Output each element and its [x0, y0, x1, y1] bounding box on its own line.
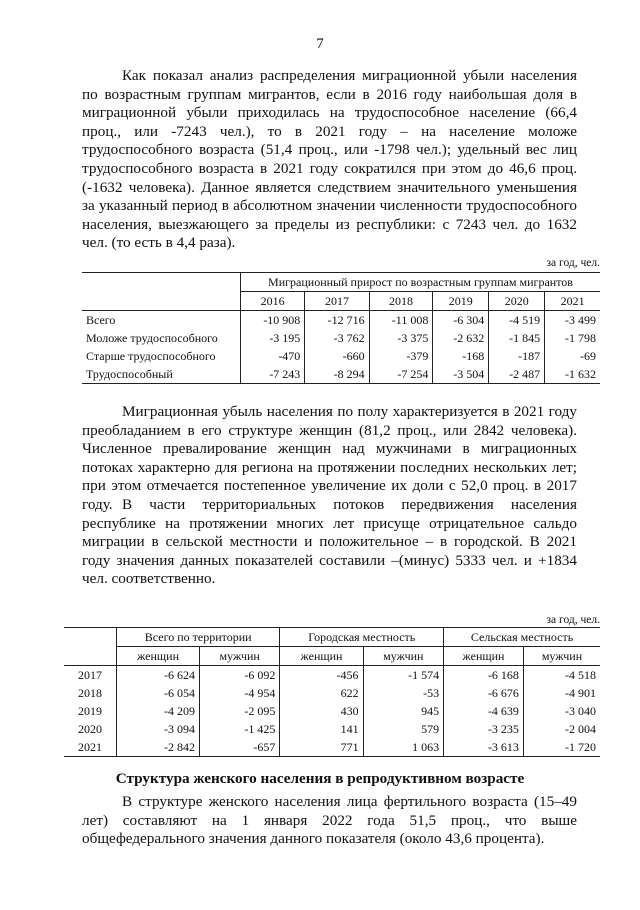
table2-cell: -2 095	[200, 702, 280, 720]
table1-row	[82, 365, 600, 384]
table1-cell: -470	[241, 347, 305, 365]
table2-cell: -6 624	[117, 666, 200, 685]
table2-cell: 430	[280, 702, 363, 720]
table2-row	[64, 702, 600, 720]
table2-subheader: мужчин	[200, 647, 280, 666]
table2-row-year: 2020	[64, 720, 117, 738]
table1-corner-cell	[82, 273, 241, 311]
table2-subheader: женщин	[117, 647, 200, 666]
table2-cell: -6 168	[444, 666, 524, 685]
table2-row-year: 2017	[64, 666, 117, 685]
table2-cell: -1 720	[523, 738, 600, 757]
paragraph-fertile-age: В структуре женского населения лица фертильного возраста (15–49 лет) составляют на 1 января 2022 года 51,5 проц., что выше общефедерального значения данного показателя (около 43,6 процента).	[82, 793, 577, 848]
table1-row-label: Всего	[82, 311, 241, 330]
table1-unit: за год, чел.	[546, 257, 600, 269]
table1-cell: -660	[305, 347, 369, 365]
page-number: 7	[316, 36, 324, 52]
table2-row	[64, 666, 600, 685]
table1-cell: -3 499	[565, 312, 596, 327]
table2-cell: -6 676	[444, 684, 524, 702]
table1-year-header: 2017	[305, 292, 369, 311]
age-group-migration-table	[82, 272, 600, 384]
table1-row	[82, 347, 600, 365]
table2-cell: -6 054	[117, 684, 200, 702]
table2-cell: -4 209	[117, 702, 200, 720]
table1-cell: -11 008	[369, 311, 433, 330]
table1-cell: -3 195	[241, 329, 305, 347]
table2-cell: 141	[280, 720, 363, 738]
table1-cell: -379	[369, 347, 433, 365]
table2-cell: 622	[280, 684, 363, 702]
table2-cell: -4 518	[565, 667, 596, 682]
table2-row	[64, 720, 600, 738]
table1-cell: -187	[489, 347, 545, 365]
table1-year-header: 2021	[545, 292, 600, 311]
table1-row	[82, 329, 600, 347]
table2-cell: -4 639	[444, 702, 524, 720]
table2-subheader: женщин	[444, 647, 524, 666]
table2-cell: -2 004	[565, 721, 596, 736]
table2-cell: -3 235	[444, 720, 524, 738]
table2-subheader-row	[64, 647, 600, 666]
table2-subheader: мужчин	[523, 647, 600, 666]
table2-cell: -3 094	[117, 720, 200, 738]
paragraph-territorial-flows: В части территориальных потоков передвижения населения республике на протяжении многих лет присуще отрицательное сальдо миграции в сельской местности и положительное – в городской. В 2021 году значения данных показателей составили –(минус) 5333 чел. и +1834 чел. соответственно.	[82, 496, 577, 588]
paragraph-age-structure: Как показал анализ распределения миграционной убыли населения по возрастным группам мигрантов, если в 2016 году наибольшая доля в миграционной убыли приходилась на трудоспособное население (66,4 проц., или -7243 чел.), то в 2021 году – на население моложе трудоспособного возраста (51,4 проц., или -1798 чел.); удельный вес лиц трудоспособного возраста в 2021 году сократился при этом до 46,6 проц. (-1632 человека). Данное является следствием значительного уменьшения за указанный период в абсолютном значении численности трудоспособного населения, выезжающего за пределы из республики: с 7243 чел. до 1632 чел. (то есть в 4,4 раза).	[82, 67, 577, 252]
table2-cell: -657	[200, 738, 280, 757]
table1-cell: -4 519	[489, 311, 545, 330]
table2-cell: 579	[363, 720, 444, 738]
paragraph-gender-structure: Миграционная убыль населения по полу характеризуется в 2021 году преобладанием в его структуре женщин (81,2 проц., или 2842 человека). Численное превалирование женщин над мужчинами в миграционных потоках характерно для региона на протяжении последних нескольких лет; при этом отмечается постепенное увеличение их доли с 52,0 проц. в 2017 году.	[82, 403, 577, 513]
table1-header-row	[82, 273, 600, 292]
table2-row-year: 2019	[64, 702, 117, 720]
table1-cell: -69	[580, 348, 596, 363]
table2-row-year: 2021	[64, 738, 117, 757]
table2-row	[64, 684, 600, 702]
table1-cell: -3 762	[305, 329, 369, 347]
table2-cell: -3 040	[565, 703, 596, 718]
table2-cell: -1 574	[363, 666, 444, 685]
table1-year-header: 2016	[241, 292, 305, 311]
table2-group-header: Сельская местность	[444, 628, 600, 647]
table2-cell: -53	[363, 684, 444, 702]
table2-group-header: Городская местность	[280, 628, 444, 647]
territorial-gender-migration-table	[64, 627, 600, 757]
table1-cell: -6 304	[433, 311, 489, 330]
table1-cell: -2 487	[489, 365, 545, 384]
table1-cell: -1 845	[489, 329, 545, 347]
table1-cell: -8 294	[305, 365, 369, 384]
table1-cell: -168	[433, 347, 489, 365]
table2-subheader: мужчин	[363, 647, 444, 666]
table2-subheader: женщин	[280, 647, 363, 666]
table1-cell: -1 632	[545, 365, 600, 384]
table1-cell: -2 632	[433, 329, 489, 347]
table2-cell: -456	[280, 666, 363, 685]
table1-cell: -1 798	[565, 330, 596, 345]
table2-row	[64, 738, 600, 757]
table2-cell: -4 954	[200, 684, 280, 702]
table1-row-label: Старше трудоспособного	[82, 347, 241, 365]
table2-cell: -6 092	[200, 666, 280, 685]
table2-cell: -1 425	[200, 720, 280, 738]
table2-cell: 1 063	[363, 738, 444, 757]
table1-cell: -3 375	[369, 329, 433, 347]
table2-cell: 771	[280, 738, 363, 757]
table2-row-year: 2018	[64, 684, 117, 702]
table2-corner-cell	[64, 628, 117, 666]
table2-group-row	[64, 628, 600, 647]
table1-group-header: Миграционный прирост по возрастным группам мигрантов	[241, 273, 601, 292]
table1-cell: -12 716	[305, 311, 369, 330]
table2-cell: -4 901	[565, 685, 596, 700]
table1-row-label: Моложе трудоспособного	[82, 329, 241, 347]
section-heading: Структура женского населения в репродуктивном возрасте	[115, 770, 525, 787]
table1-year-header: 2018	[369, 292, 433, 311]
table2-group-header: Всего по территории	[117, 628, 280, 647]
table2-cell: -3 613	[444, 738, 524, 757]
table1-year-header: 2019	[433, 292, 489, 311]
table2-cell: 945	[363, 702, 444, 720]
table2-cell: -2 842	[117, 738, 200, 757]
table1-cell: -7 254	[369, 365, 433, 384]
table1-row-label: Трудоспособный	[82, 365, 241, 384]
table2-unit: за год, чел.	[546, 614, 600, 626]
table1-row	[82, 311, 600, 330]
table1-cell: -3 504	[433, 365, 489, 384]
table1-year-header: 2020	[489, 292, 545, 311]
table1-cell: -7 243	[241, 365, 305, 384]
table1-cell: -10 908	[241, 311, 305, 330]
